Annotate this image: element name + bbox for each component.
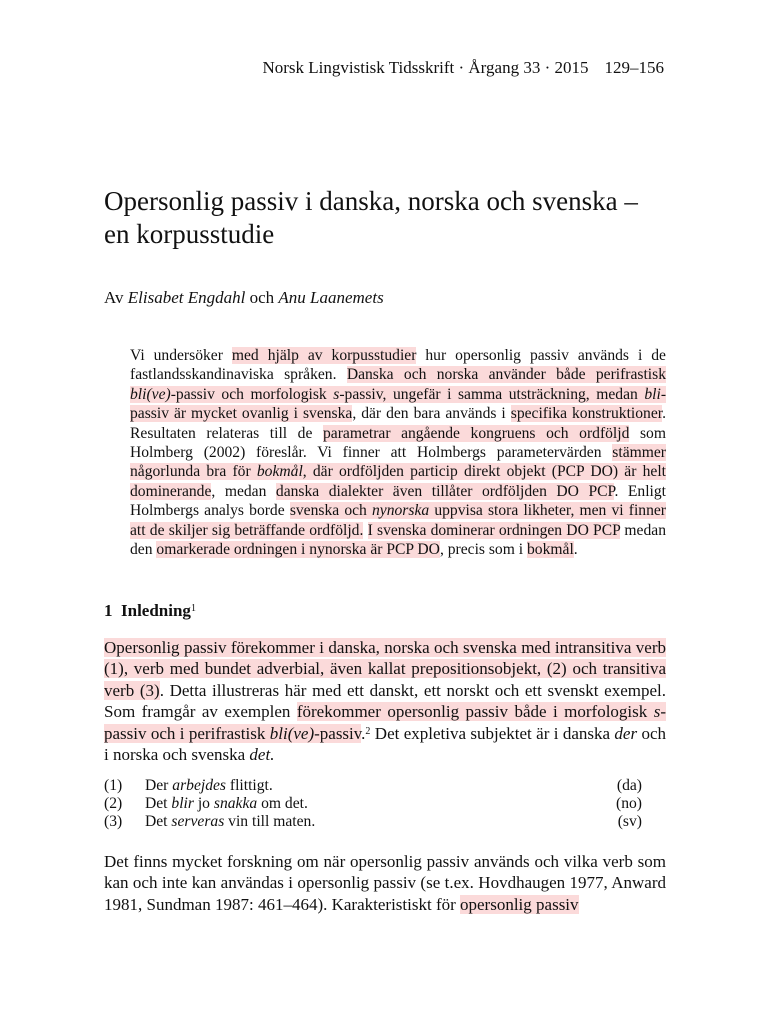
intro-italic: s [653,702,661,722]
section-heading [104,600,196,622]
abstract-text: . [573,541,578,559]
abstract-text: Danska och norska använder både perifrastisk [346,366,667,384]
byline-prefix: Av [104,288,124,307]
example-word: Det [145,813,172,830]
byline-conj: och [249,288,275,307]
example-number: (3) [104,813,123,830]
journal-info: Norsk Lingvistisk Tidsskrift · Årgang 33 · 2015 [262,58,589,77]
section-title: Inledning [121,601,191,620]
example-row [104,795,642,813]
intro-italic: bli(ve) [269,723,315,743]
example-text [145,795,616,813]
example-number: (1) [104,777,123,794]
body-paragraph [104,851,666,915]
intro-text: . Detta illustreras här med ett danskt, ett norskt och ett svenskt exempel. Som framgår av exemplen [104,680,666,722]
abstract-italic: bokmål [256,463,303,481]
example-verb: serveras [171,813,225,830]
example-row [104,813,642,831]
section-number: 1 [104,601,113,620]
intro-text: Det expletiva subjektet är i danska [370,723,615,743]
example-row [104,777,642,795]
abstract-text [363,522,367,539]
abstract-text: -passiv, ungefär i samma utsträckning, medan [339,385,645,403]
highlight: bokmål [527,541,574,559]
abstract-text: , där ordföljden particip direkt objekt (PCP DO) är helt dominerande [130,463,666,500]
abstract-text: Vi undersöker [130,347,232,364]
example-text [145,813,616,831]
highlight: Opersonlig passiv förekommer i danska, norska och svenska med intransitiva verb (1), verb med bundet adverbial, även kallat prepositionsobjekt, (2) och transitiva verb (3) [104,638,666,700]
example-language: (no) [616,795,642,812]
abstract-text: , precis som i [439,541,527,559]
example-text [145,777,616,795]
intro-text: och i norska och svenska [104,723,666,765]
page-range: 129–156 [604,58,664,77]
abstract-text: medan den [130,521,666,559]
example-verb: arbejdes [172,777,226,794]
running-head [0,57,664,79]
author-2: Anu Laanemets [278,288,384,307]
abstract-text: . Resultaten relateras till de [130,405,667,442]
highlight: I svenska dominerar ordningen DO PCP [367,521,621,539]
intro-italic: det. [249,745,275,765]
author-1: Elisabet Engdahl [127,288,246,307]
title-line-1: Opersonlig passiv i danska, norska och svenska – [104,186,638,216]
highlight: parametrar angående kongruens och ordföljd [322,424,630,442]
abstract-text: som Holmberg (2002) föreslår. Vi finner att Holmbergs parametervärden [130,424,666,462]
abstract-text: -passiv och morfologisk [170,385,334,403]
abstract-italic: bli [644,385,661,403]
example-word: vin till maten. [224,813,316,830]
highlight: med hjälp av korpusstudier [231,347,417,364]
example-word: Det [145,795,172,812]
paper-title [104,185,684,251]
example-number: (2) [104,795,123,812]
byline [104,287,384,309]
abstract-italic: bli(ve) [130,385,171,403]
example-word: jo [193,795,214,812]
intro-text: -passiv och i perifrastisk [104,702,666,743]
intro-text: -passiv [314,723,362,743]
highlight: omarkerade ordningen i nynorska är PCP DO [156,541,440,559]
abstract-text: hur opersonlig passiv används i de fastlandsskandinaviska språken. [130,347,666,384]
intro-paragraph [104,637,666,765]
title-line-2: en korpusstudie [104,219,275,249]
abstract-text: stämmer någorlunda bra för [130,444,666,481]
abstract-text: , där den bara används i [352,405,511,423]
intro-text: förekommer opersonlig passiv både i morfologisk [296,702,654,722]
abstract-text: svenska och [289,502,372,520]
example-word: om det. [257,795,308,812]
example-word: Der [145,777,173,794]
abstract-text: . Enligt Holmbergs analys borde [130,482,666,520]
footnote-marker[interactable]: 2 [365,725,371,737]
highlight: danska dialekter även tillåter ordföljden DO PCP [275,482,615,500]
example-language: (da) [616,777,642,794]
footnote-marker[interactable]: 1 [190,603,196,614]
body-text: Det finns mycket forskning om när opersonlig passiv används och vilka verb som kan och inte kan användas i opersonlig passiv (se t.ex. Hovdhaugen 1977, Anward 1981, Sundman 1987: 461–464). Karakteristiskt för [104,852,666,914]
example-verb: blir [171,795,194,812]
example-language: (sv) [617,813,642,830]
abstract-italic: s [333,385,340,403]
abstract-text [337,366,347,383]
intro-italic: der [614,723,638,743]
example-list [104,777,642,831]
abstract-text: uppvisa stora likheter, men vi finner att de skiljer sig beträffande ordföljd. [130,502,666,539]
highlight: opersonlig passiv [460,894,579,914]
highlight: specifika konstruktioner [510,405,663,423]
example-word: flittigt. [225,777,273,794]
example-verb: snakka [213,795,258,812]
abstract-italic: nynorska [372,502,430,520]
abstract-text: , medan [211,482,276,500]
abstract [130,346,666,559]
intro-text: . [361,723,366,743]
abstract-text: -passiv är mycket ovanlig i svenska [130,385,667,423]
